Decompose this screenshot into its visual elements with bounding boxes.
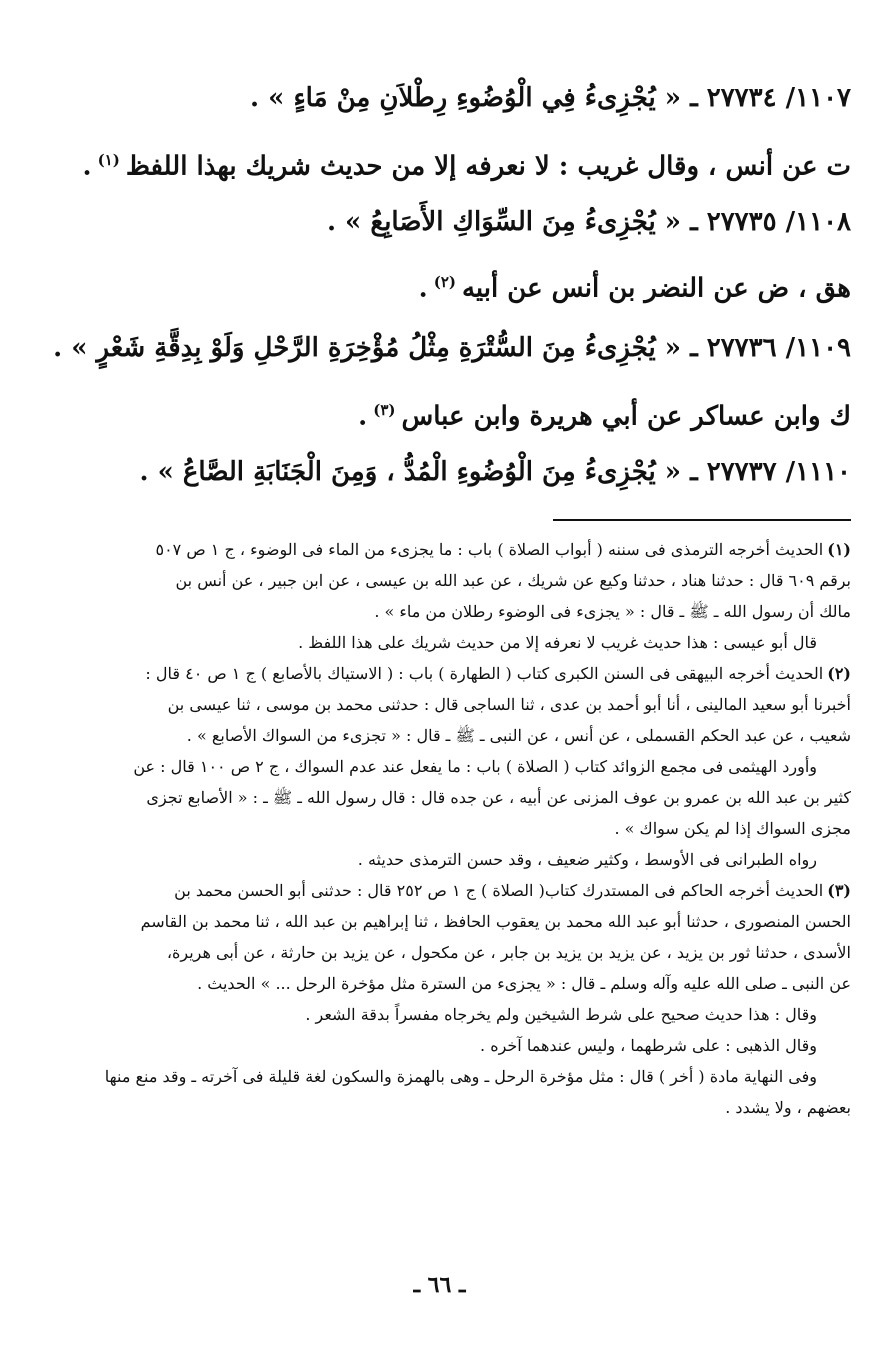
source-line-1109 bbox=[60, 390, 851, 437]
footnote-2 bbox=[56, 658, 851, 875]
footnote-line: الحديث أخرجه الترمذى فى سننه ( أبواب الصلاة ) باب : ما يجزىء من الماء فى الوضوء ، ج ١ ص ٥٠٧ bbox=[155, 540, 824, 559]
footnote-line: بعضهم ، ولا يشدد . bbox=[725, 1098, 851, 1117]
footnote-line: برقم ٦٠٩ قال : حدثنا هناد ، حدثنا وكيع عن شريك ، عن عبد الله بن عيسى ، عن ابن جبير ، عن أنس بن bbox=[175, 571, 851, 590]
entry-text: ١١٠٨/ ٢٧٧٣٥ ـ « يُجْزِىءُ مِنَ السِّوَاكِ الأَصَابِعُ » . bbox=[326, 207, 851, 237]
hadith-entry-1110 bbox=[60, 452, 851, 492]
hadith-entry-1109 bbox=[53, 328, 851, 368]
footnote-line: وفى النهاية مادة ( أخر ) قال : مثل مؤخرة الرحل ـ وهى بالهمزة والسكون لغة قليلة فى آخرته ـ وقد منع منها bbox=[104, 1067, 817, 1086]
source-line-1108 bbox=[60, 262, 851, 309]
footnote-line: وأورد الهيثمى فى مجمع الزوائد كتاب ( الصلاة ) باب : ما يفعل عند عدم السواك ، ج ٢ ص ١٠٠ قال : عن bbox=[133, 757, 817, 776]
footnote-number: (١) bbox=[827, 540, 851, 559]
footnote-line: شعيب ، عن عبد الحكم القسملى ، عن أنس ، عن النبى ـ ﷺ ـ قال : « تجزىء من السواك الأصابع » . bbox=[186, 726, 851, 745]
footnote-line: الحديث أخرجه البيهقى فى السنن الكبرى كتاب ( الطهارة ) باب : ( الاستياك بالأصابع ) ج ١ ص ٤٠ قال : bbox=[145, 664, 824, 683]
footnote-line: قال أبو عيسى : هذا حديث غريب لا نعرفه إلا من حديث شريك على هذا اللفظ . bbox=[298, 633, 817, 652]
footnote-line: الحديث أخرجه الحاكم فى المستدرك كتاب( الصلاة ) ج ١ ص ٢٥٢ قال : حدثنى أبو الحسن محمد بن bbox=[174, 881, 824, 900]
entry-text: ١١١٠/ ٢٧٧٣٧ ـ « يُجْزِىءُ مِنَ الْوُضُوءِ الْمُدُّ ، وَمِنَ الْجَنَابَةِ الصَّاعُ » . bbox=[139, 457, 851, 487]
footnote-line: أخبرنا أبو سعيد المالينى ، أنا أبو أحمد بن عدى ، ثنا الساجى قال : حدثنى محمد بن موسى ، ثنا عيسى بن bbox=[167, 695, 851, 714]
source-line-1107 bbox=[60, 140, 851, 187]
entry-text: ١١٠٩/ ٢٧٧٣٦ ـ « يُجْزِىءُ مِنَ السُّتْرَةِ مِثْلُ مُؤْخِرَةِ الرَّحْلِ وَلَوْ بِدِقَّةِ شَعْرٍ » . bbox=[53, 333, 851, 363]
entry-end: . bbox=[358, 401, 368, 432]
footnote-line: كثير بن عبد الله بن عمرو بن عوف المزنى عن أبيه ، عن جده قال : قال رسول الله ـ ﷺ ـ : « الأصابع تجزى bbox=[146, 788, 851, 807]
page-number: ـ ٦٦ ـ bbox=[413, 1272, 466, 1298]
entry-text: هق ، ض عن النضر بن أنس عن أبيه bbox=[461, 273, 851, 304]
hadith-entry-1108 bbox=[60, 202, 851, 242]
entry-text: ت عن أنس ، وقال غريب : لا نعرفه إلا من حديث شريك بهذا اللفظ bbox=[125, 151, 851, 182]
footnote-line: مجزى السواك إذا لم يكن سواك » . bbox=[614, 819, 851, 838]
entry-text: ك وابن عساكر عن أبي هريرة وابن عباس bbox=[401, 401, 851, 432]
footnote-line: الأسدى ، حدثنا ثور بن يزيد ، عن يزيد بن يزيد بن جابر ، عن مكحول ، عن يزيد بن حارثة ، عن أبى هريرة، bbox=[166, 943, 851, 962]
footnote-3 bbox=[56, 875, 851, 1123]
footnote-line: وقال الذهبى : على شرطهما ، وليس عندهما آخره . bbox=[480, 1036, 817, 1055]
footnote-number: (٢) bbox=[827, 664, 851, 683]
entry-text: ١١٠٧/ ٢٧٧٣٤ ـ « يُجْزِىءُ فِي الْوُضُوءِ رِطْلاَنِ مِنْ مَاءٍ » . bbox=[250, 83, 851, 113]
footnote-line: رواه الطبرانى فى الأوسط ، وكثير ضعيف ، وقد حسن الترمذى حديثه . bbox=[357, 850, 817, 869]
footnote-line: وقال : هذا حديث صحيح على شرط الشيخين ولم يخرجاه مفسراً بدقة الشعر . bbox=[305, 1005, 817, 1024]
footnote-ref: (٢) bbox=[433, 273, 456, 291]
footnote-line: الحسن المنصورى ، حدثنا أبو عبد الله محمد بن يعقوب الحافظ ، ثنا إبراهيم بن عبد الله ، ثنا محمد بن القاسم bbox=[140, 912, 851, 931]
footnotes bbox=[56, 534, 851, 1123]
footnote-separator bbox=[553, 519, 851, 521]
footnote-number: (٣) bbox=[827, 881, 851, 900]
entry-end: . bbox=[82, 151, 92, 182]
footnote-ref: (٣) bbox=[373, 401, 396, 419]
footnote-line: مالك أن رسول الله ـ ﷺ ـ قال : « يجزىء فى الوضوء رطلان من ماء » . bbox=[374, 602, 851, 621]
footnote-ref: (١) bbox=[97, 151, 120, 169]
entry-end: . bbox=[418, 273, 428, 304]
footnote-line: عن النبى ـ صلى الله عليه وآله وسلم ـ قال : « يجزىء من السترة مثل مؤخرة الرحل ... » الحديث . bbox=[197, 974, 851, 993]
hadith-entry-1107 bbox=[60, 78, 851, 118]
footnote-1 bbox=[56, 534, 851, 658]
